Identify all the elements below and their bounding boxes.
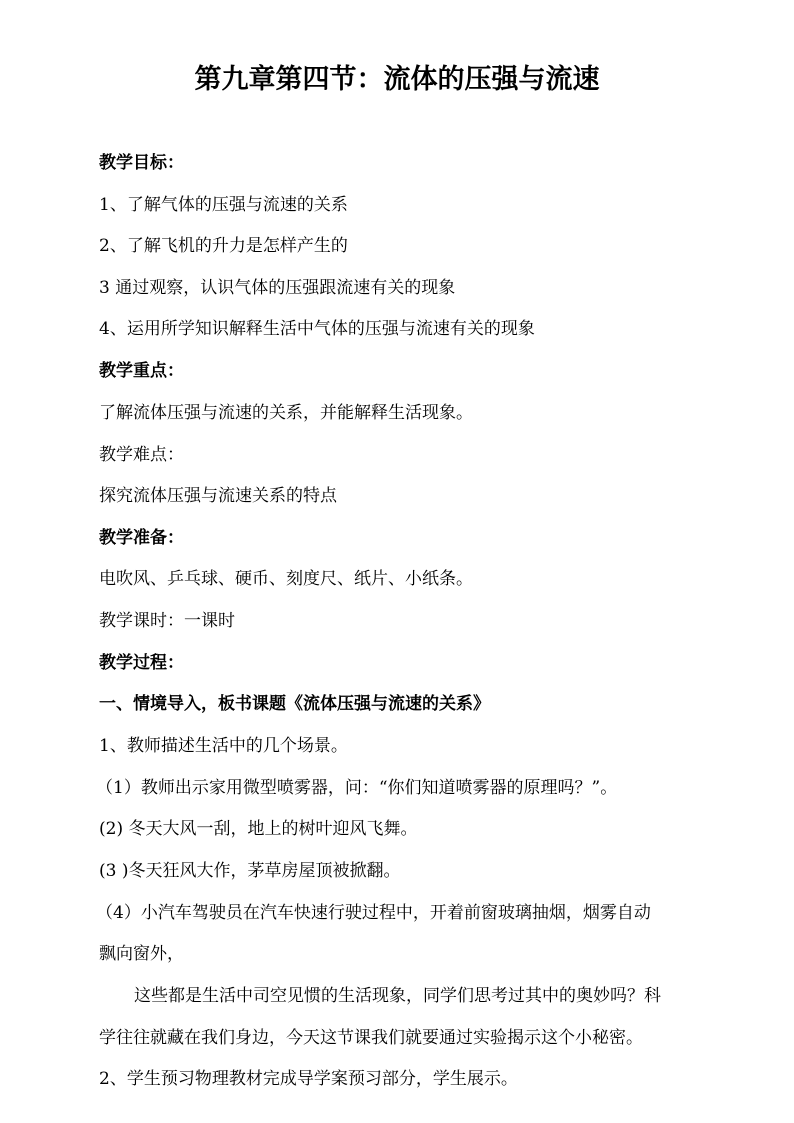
scene-item: （1）教师出示家用微型喷雾器，问：“你们知道喷雾器的原理吗？”。 bbox=[96, 778, 618, 798]
process-heading: 教学过程： bbox=[99, 653, 184, 673]
section1-heading: 一、情境导入，板书课题《流体压强与流速的关系》 bbox=[99, 694, 490, 714]
paragraph-line: 学往往就藏在我们身边，今天这节课我们就要通过实验揭示这个小秘密。 bbox=[99, 1028, 643, 1048]
objective-item: 1、了解气体的压强与流速的关系 bbox=[99, 195, 348, 215]
page-title: 第九章第四节：流体的压强与流速 bbox=[194, 64, 600, 95]
class-hours: 教学课时：一课时 bbox=[99, 611, 235, 631]
step2-text: 2、学生预习物理教材完成导学案预习部分，学生展示。 bbox=[99, 1069, 518, 1089]
objective-item: 2、了解飞机的升力是怎样产生的 bbox=[99, 236, 348, 256]
difficulty-text: 探究流体压强与流速关系的特点 bbox=[99, 486, 337, 506]
objective-item: 4、运用所学知识解释生活中气体的压强与流速有关的现象 bbox=[99, 319, 535, 339]
scene-item-continued: 飘向窗外， bbox=[99, 944, 184, 964]
objectives-heading: 教学目标： bbox=[99, 153, 184, 173]
difficulty-heading: 教学难点： bbox=[99, 445, 184, 465]
preparation-heading: 教学准备： bbox=[99, 528, 184, 548]
scene-item: (3 )冬天狂风大作，茅草房屋顶被掀翻。 bbox=[99, 861, 401, 881]
objective-item: 3 通过观察，认识气体的压强跟流速有关的现象 bbox=[99, 278, 456, 298]
paragraph-line: 这些都是生活中司空见惯的生活现象，同学们思考过其中的奥妙吗？科 bbox=[134, 986, 661, 1006]
scene-item: （4）小汽车驾驶员在汽车快速行驶过程中，开着前窗玻璃抽烟，烟雾自动 bbox=[96, 903, 651, 923]
key-point-heading: 教学重点： bbox=[99, 361, 184, 381]
step1-text: 1、教师描述生活中的几个场景。 bbox=[99, 736, 348, 756]
scene-item: (2) 冬天大风一刮，地上的树叶迎风飞舞。 bbox=[99, 819, 418, 839]
preparation-text: 电吹风、乒乓球、硬币、刻度尺、纸片、小纸条。 bbox=[99, 569, 473, 589]
key-point-text: 了解流体压强与流速的关系，并能解释生活现象。 bbox=[99, 403, 473, 423]
